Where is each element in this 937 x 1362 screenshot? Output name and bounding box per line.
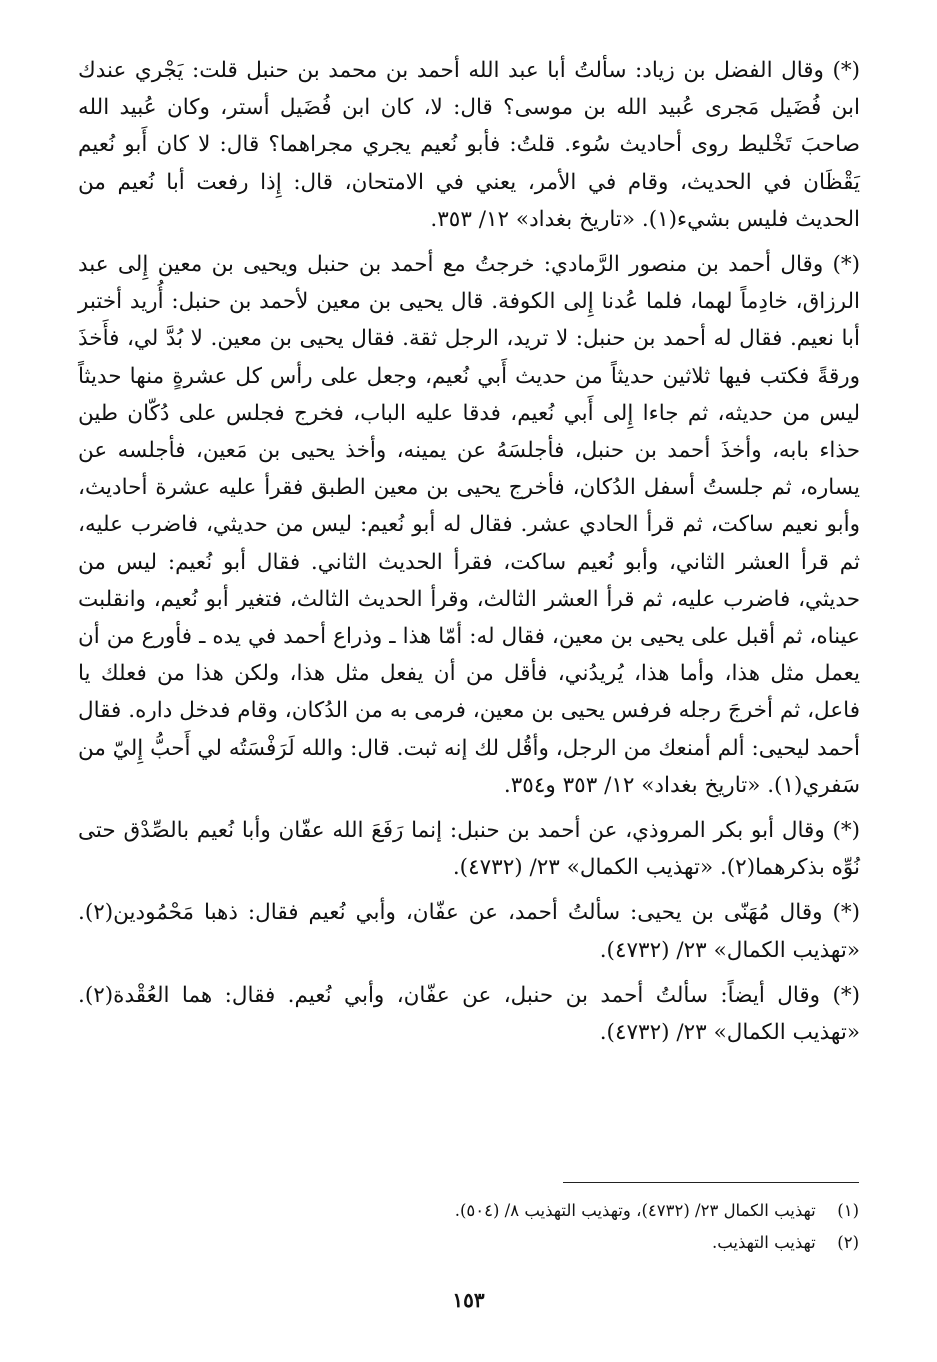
footnote-number: (١) [837,1201,859,1220]
footnote-separator [563,1182,859,1183]
page-number: ١٥٣ [452,1288,485,1312]
paragraph-muhanna: (*) وقال مُهَنّى بن يحيى: سألتُ أحمد، عن عفّان، وأبي نُعيم فقال: ذهبا مَحْمُودين(٢). «تهذيب الكمال» ٢٣/ (٤٧٣٢). [78,900,860,963]
footnote [339,1195,859,1227]
footnote-number: (٢) [837,1233,859,1252]
paragraph-aydan: (*) وقال أيضاً: سألتُ أحمد بن حنبل، عن عفّان، وأبي نُعيم. فقال: هما العُقْدة(٢). «تهذيب الكمال» ٢٣/ (٤٧٣٢). [78,982,860,1046]
main-text [78,52,860,1059]
footnotes [339,1195,859,1259]
footnote [339,1227,859,1259]
paragraph-ramadi: (*) وقال أحمد بن منصور الرَّمادي: خرجتُ مع أحمد بن حنبل ويحيى بن معين إِلى عبد الرزاق، خادِماً لهما، فلما عُدنا إِلى الكوفة. قال يحيى بن معين لأحمد بن حنبل: أُريد أختبر أبا نعيم. فقال له أحمد بن حنبل: لا تريد، الرجل ثقة. فقال يحيى بن معين. لا بُدَّ لي، فأَخذَ ورقةً فكتب فيها ثلاثين حديثاً من حديث أَبي نُعيم، وجعل على رأس كل عشرةٍ منها حديثاً ليس من حديثه، ثم جاءا إِلى أَبي نُعيم، فدقا عليه الباب، فخرج فجلس على دُكّان طين حذاء بابه، وأخذَ أحمد بن حنبل، فأجلسَهُ عن يمينه، وأخذ يحيى بن مَعين، فأجلسه عن يساره، ثم جلستُ أسفل الدُكان، فأخرج يحيى بن معين الطبق فقرأ عليه عشرة أحاديث، وأبو نعيم ساكت، ثم قرأ الحادي عشر. فقال له أبو نُعيم: ليس من حديثي، فاضرب عليه، ثم قرأ العشر الثاني، وأبو نُعيم ساكت، فقرأ الحديث الثاني. فقال أبو نُعيم: ليس من حديثي، فاضرب عليه، ثم قرأ العشر الثالث، وقرأ الحديث الثالث، فتغير أبو نُعيم، وانقلبت عيناه، ثم أقبل على يحيى بن معين، فقال له: أمّا هذا ـ وذراع أحمد في يده ـ فأورع من أن يعمل مثل هذا، وأما هذا، يُريدُني، فأقل من أن يفعل مثل هذا، ولكن هذا من فعلك يا فاعل، ثم أخرجَ رجله فرفس يحيى بن معين، فرمى به من الدُكان، وقام فدخل داره. فقال أحمد ليحيى: ألم أمنعك من الرجل، وأقُل لك إنه ثبت. قال: والله لَرَفْسَتُه لي أَحبُّ إِليّ من سَفري(١). «تاريخ بغداد» ١٢/ ٣٥٣ و٣٥٤. [78,252,860,798]
paragraph-marwadhi: (*) وقال أبو بكر المروذي، عن أحمد بن حنبل: إنما رَفَعَ الله عفّان وأبا نُعيم بالصِّدْق حتى نُوِّه بذكرهما(٢). «تهذيب الكمال» ٢٣/ (٤٧٣٢). [78,818,860,881]
paragraph-fadl-ibn-ziyad: (*) وقال الفضل بن زياد: سألتُ أبا عبد الله أحمد بن محمد بن حنبل قلت: يَجْري عندك ابن فُضَيل مَجرى عُبيد الله بن موسى؟ قال: لا، كان ابن فُضَيل أستر، وكان عُبيد الله صاحبَ تَخْليط روى أحاديث سُوء. قلتُ: فأبو نُعيم يجري مجراهما؟ قال: لا كان أَبو نُعيم يَقْظَان في الحديث، وقام في الأمر، يعني في الامتحان، قال: إِذا رفعت أبا نُعيم من الحديث فليس بشيء(١). «تاريخ بغداد» ١٢/ ٣٥٣. [78,58,860,232]
footnote-text: تهذيب التهذيب. [711,1233,816,1252]
footnote-text: تهذيب الكمال ٢٣/ (٤٧٣٢)، وتهذيب التهذيب ٨/ (٥٠٤). [454,1201,816,1220]
